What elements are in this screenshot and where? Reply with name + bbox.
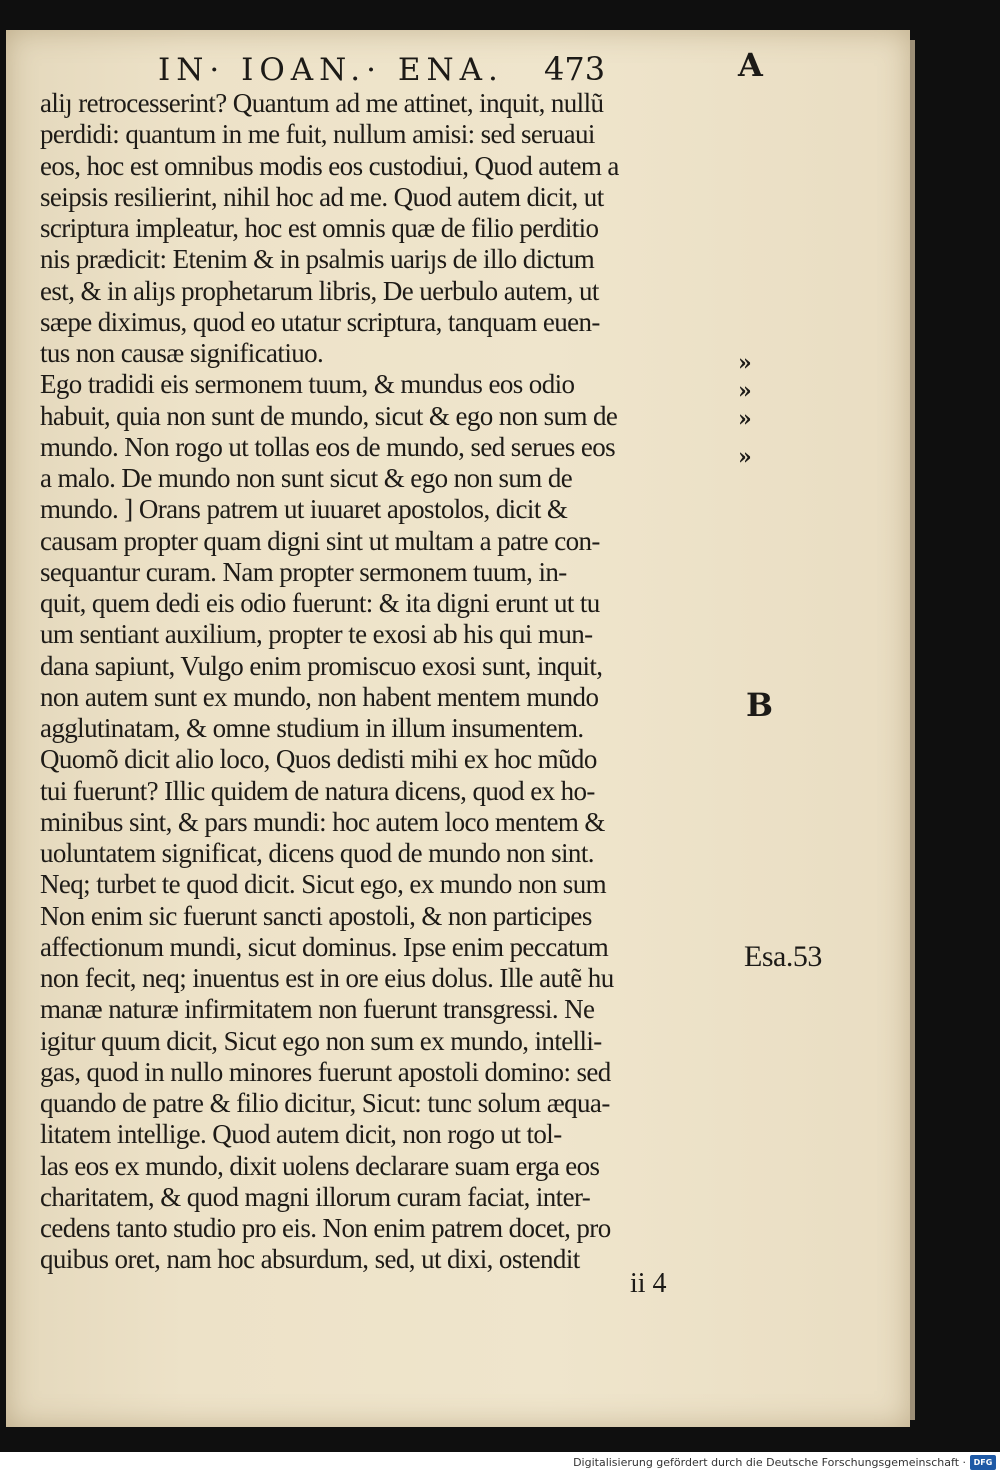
section-letter-a: A [738, 46, 763, 84]
text-line: quando de patre & filio dicitur, Sicut: tunc solum æqua- [40, 1088, 610, 1118]
text-line: tui fuerunt? Illic quidem de natura dicens, quod ex ho- [40, 775, 595, 806]
text-line: tus non causæ significatiuo. [40, 338, 324, 368]
text-line: mundo. ] Orans patrem ut iuuaret apostolos, dicit & [40, 494, 568, 525]
section-letter-b: B [746, 686, 774, 724]
text-line: perdidi: quantum in me fuit, nullum amisi: sed seruaui [40, 119, 595, 150]
text-line: non autem sunt ex mundo, non habent mentem mundo [40, 681, 599, 712]
footer-bar [0, 1452, 1000, 1474]
quote-mark: » [738, 378, 752, 404]
text-line: Neq; turbet te quod dicit. Sicut ego, ex mundo non sum [40, 869, 607, 900]
text-line: cedens tanto studio pro eis. Non enim patrem docet, pro [40, 1213, 611, 1243]
footer-credit: Digitalisierung gefördert durch die Deutsche Forschungsgemeinschaft · [573, 1456, 966, 1469]
quote-mark: » [738, 406, 752, 432]
margin-reference: Esa.53 [744, 940, 822, 973]
text-line: habuit, quia non sunt de mundo, sicut & ego non sum de [40, 400, 618, 431]
body-text [40, 88, 730, 1276]
text-line: eos, hoc est omnibus modis eos custodiui, Quod autem a [40, 150, 619, 181]
text-line: sequantur curam. Nam propter sermonem tuum, in- [40, 556, 567, 587]
running-head: IN· IOAN.· ENA. [158, 52, 504, 88]
text-line: manæ naturæ infirmitatem non fuerunt transgressi. Ne [40, 994, 595, 1025]
text-line: Ego tradidi eis sermonem tuum, & mundus eos odio [40, 369, 575, 400]
text-line: non fecit, neq; inuentus est in ore eius dolus. Ille autẽ hu [40, 963, 614, 993]
text-line: agglutinatam, & omne studium in illum insumentem. [40, 713, 584, 743]
text-line: Quomõ dicit alio loco, Quos dedisti mihi ex hoc mũdo [40, 744, 597, 775]
text-line: quibus oret, nam hoc absurdum, sed, ut dixi, ostendit [40, 1244, 580, 1275]
text-line: a malo. De mundo non sunt sicut & ego non sum de [40, 463, 573, 493]
text-line: causam propter quam digni sint ut multam a patre con- [40, 525, 600, 556]
text-line: quit, quem dedi eis odio fuerunt: & ita digni erunt ut tu [40, 588, 600, 618]
text-line: sæpe diximus, quod eo utatur scriptura, tanquam euen- [40, 306, 600, 337]
dfg-logo: DFG [970, 1455, 996, 1470]
page-edge [910, 40, 915, 1420]
folio-number: 473 [544, 50, 606, 88]
quote-mark: » [738, 350, 752, 376]
text-line: scriptura impleatur, hoc est omnis quæ de filio perditio [40, 213, 599, 243]
text-line: um sentiant auxilium, propter te exosi ab his qui mun- [40, 619, 593, 650]
signature-mark: ii 4 [630, 1268, 667, 1299]
text-line: aliȷ retrocesserint? Quantum ad me attinet, inquit, nullũ [40, 88, 604, 118]
text-line: igitur quum dicit, Sicut ego non sum ex mundo, intelli- [40, 1025, 602, 1056]
text-line: affectionum mundi, sicut dominus. Ipse enim peccatum [40, 931, 609, 962]
text-line: gas, quod in nullo minores fuerunt apostoli domino: sed [40, 1056, 611, 1087]
text-line: dana sapiunt, Vulgo enim promiscuo exosi sunt, inquit, [40, 650, 603, 681]
text-line: nis prædicit: Etenim & in psalmis uariȷs de illo dictum [40, 244, 595, 275]
text-line: litatem intellige. Quod autem dicit, non rogo ut tol- [40, 1119, 562, 1150]
text-line: est, & in aliȷs prophetarum libris, De uerbulo autem, ut [40, 275, 599, 306]
text-line: uoluntatem significat, dicens quod de mundo non sint. [40, 838, 594, 868]
text-line: minibus sint, & pars mundi: hoc autem loco mentem & [40, 806, 605, 837]
text-line: seipsis resilierint, nihil hoc ad me. Quod autem dicit, ut [40, 181, 604, 212]
text-line: charitatem, & quod magni illorum curam faciat, inter- [40, 1181, 591, 1212]
quote-mark: » [738, 444, 752, 470]
text-line: Non enim sic fuerunt sancti apostoli, & non participes [40, 900, 592, 931]
text-line: las eos ex mundo, dixit uolens declarare suam erga eos [40, 1150, 600, 1181]
text-line: mundo. Non rogo ut tollas eos de mundo, sed serues eos [40, 431, 616, 462]
